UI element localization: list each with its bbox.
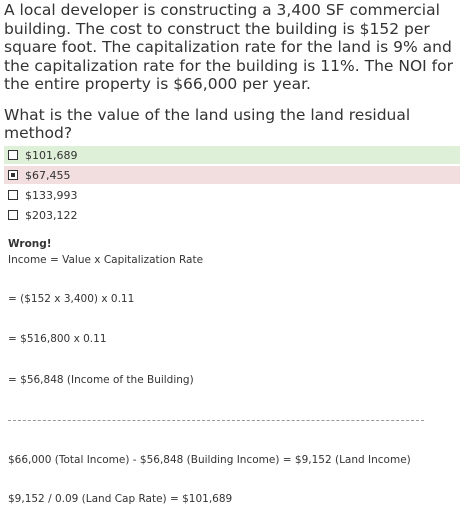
answer-option-4[interactable] — [4, 206, 460, 224]
checkbox[interactable] — [8, 150, 18, 160]
question-text: A local developer is constructing a 3,400 SF commercial building. The cost to construct the building is $152 per square foot. The capitalization rate for the land is 9% and the capitalization rate for the building is 11%. The NOI for the entire property is $66,000 per year. — [4, 1, 453, 93]
answer-options — [4, 146, 460, 226]
answer-label: $203,122 — [25, 208, 78, 222]
feedback-title: Wrong! — [8, 238, 52, 250]
answer-option-1[interactable] — [4, 146, 460, 164]
feedback-line: $9,152 / 0.09 (Land Cap Rate) = $101,689 — [8, 493, 233, 505]
dashed-divider — [8, 420, 424, 421]
checkbox-checked[interactable] — [8, 170, 18, 180]
feedback-line: $66,000 (Total Income) - $56,848 (Building Income) = $9,152 (Land Income) — [8, 454, 411, 466]
answer-option-2[interactable] — [4, 166, 460, 184]
question-prompt: What is the value of the land using the land residual method? — [4, 106, 411, 142]
feedback-line: = $56,848 (Income of the Building) — [8, 374, 194, 386]
answer-label: $133,993 — [25, 188, 78, 202]
checkbox[interactable] — [8, 190, 18, 200]
feedback-line: = $516,800 x 0.11 — [8, 333, 107, 345]
answer-label: $101,689 — [25, 148, 78, 162]
feedback-panel — [8, 238, 448, 505]
answer-label: $67,455 — [25, 168, 71, 182]
feedback-line: Income = Value x Capitalization Rate — [8, 254, 204, 266]
feedback-line: = ($152 x 3,400) x 0.11 — [8, 293, 135, 305]
answer-option-3[interactable] — [4, 186, 460, 204]
checkbox[interactable] — [8, 210, 18, 220]
